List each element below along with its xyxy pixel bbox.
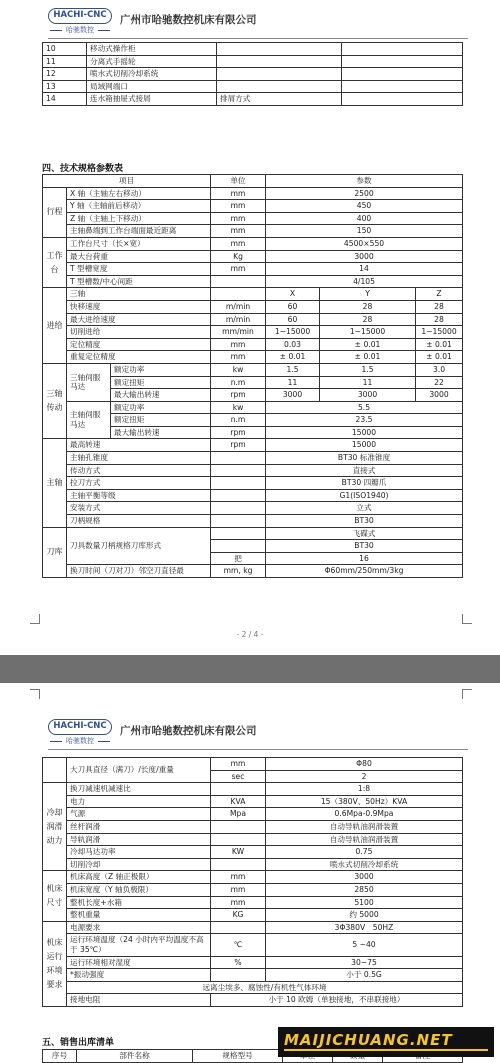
spec-value: 4/105 bbox=[266, 275, 463, 288]
spec-row bbox=[43, 896, 463, 909]
spec-row bbox=[43, 565, 463, 578]
row-number: 11 bbox=[43, 55, 87, 68]
spec-row bbox=[43, 846, 463, 859]
spec-row bbox=[43, 858, 463, 871]
spec-item: 额定扭矩 bbox=[111, 414, 211, 427]
spec-value: 2 bbox=[266, 770, 463, 783]
spec-item: 切削进给 bbox=[67, 326, 211, 339]
spec-item: 整机重量 bbox=[67, 909, 211, 922]
spec-row bbox=[43, 502, 463, 515]
spec-unit: rpm bbox=[211, 389, 266, 402]
column-header: 序号 bbox=[43, 1050, 77, 1063]
spec-row bbox=[43, 313, 463, 326]
group-label: 行程 bbox=[43, 187, 67, 237]
page-header bbox=[48, 719, 468, 749]
empty-cell bbox=[342, 43, 463, 56]
spec-value: 自动导轨油润滑装置 bbox=[266, 820, 463, 833]
spec-unit bbox=[211, 858, 266, 871]
spec-row bbox=[43, 515, 463, 528]
spec-row bbox=[43, 477, 463, 490]
spec-item: 主轴平衡等级 bbox=[67, 489, 211, 502]
spec-row bbox=[43, 795, 463, 808]
spec-value: BT30 四瓣爪 bbox=[266, 477, 463, 490]
spec-value-x: 60 bbox=[266, 300, 320, 313]
spec-value: 3000 bbox=[266, 871, 463, 884]
spec-unit: mm bbox=[211, 263, 266, 276]
spec-unit: mm bbox=[211, 225, 266, 238]
spec-item: 刀柄规格 bbox=[67, 515, 211, 528]
section-4-title: 四、技术规格参数表 bbox=[42, 164, 124, 174]
spec-value-y: 11 bbox=[320, 376, 416, 389]
spec-value: 飞碟式 bbox=[266, 527, 463, 540]
spec-value-z: 1~15000 bbox=[416, 326, 463, 339]
spec-item: Y 轴（主轴前后移动） bbox=[67, 200, 211, 213]
spec-unit bbox=[211, 921, 266, 934]
spec-value: 约 5000 bbox=[266, 909, 463, 922]
equipment-row bbox=[43, 80, 463, 93]
group-label bbox=[43, 758, 67, 783]
spec-item: 气源 bbox=[67, 808, 211, 821]
item-note: 排屑方式 bbox=[217, 93, 342, 106]
group-label: 进给 bbox=[43, 288, 67, 364]
spec-item: 拉刀方式 bbox=[67, 477, 211, 490]
spec-item: T 型槽宽度 bbox=[67, 263, 211, 276]
sub-group-label: 主轴伺服马达 bbox=[67, 401, 111, 439]
spec-value: 16 bbox=[266, 552, 463, 565]
spec-item: 运行环境相对湿度 bbox=[67, 956, 211, 969]
section-5-title: 五、销售出库清单 bbox=[42, 1038, 115, 1048]
crop-mark bbox=[462, 614, 472, 624]
spec-unit bbox=[211, 515, 266, 528]
spec-unit: rpm bbox=[211, 439, 266, 452]
item-note bbox=[217, 55, 342, 68]
group-label: 主轴 bbox=[43, 439, 67, 527]
spec-value: Φ60mm/250mm/3kg bbox=[266, 565, 463, 578]
spec-item: 换刀时间（刀对刀）邻空刀直径最 bbox=[67, 565, 211, 578]
spec-value: 直接式 bbox=[266, 464, 463, 477]
spec-value-x: 60 bbox=[266, 313, 320, 326]
spec-value: 1:8 bbox=[266, 783, 463, 796]
spec-row bbox=[43, 833, 463, 846]
spec-unit: mm/min bbox=[211, 326, 266, 339]
spec-unit: KW bbox=[211, 846, 266, 859]
spec-item: 电力 bbox=[67, 795, 211, 808]
spec-value-z: 3000 bbox=[416, 389, 463, 402]
spec-unit bbox=[211, 783, 266, 796]
row-number: 14 bbox=[43, 93, 87, 106]
spec-item: 刀具数量刀柄规格刀库形式 bbox=[67, 527, 211, 565]
spec-value: 小于 0.5G bbox=[266, 969, 463, 982]
company-logo: HACHI-CNC 哈驰数控 bbox=[48, 719, 112, 749]
item-name: 局域网端口 bbox=[87, 80, 217, 93]
spec-row bbox=[43, 909, 463, 922]
spec-value: 15（380V、50Hz）KVA bbox=[266, 795, 463, 808]
spec-value: 3000 bbox=[266, 250, 463, 263]
spec-item: 最高转速 bbox=[67, 439, 211, 452]
header-rule bbox=[48, 749, 468, 750]
spec-item: 额定功率 bbox=[111, 363, 211, 376]
spec-value-y: 28 bbox=[320, 300, 416, 313]
spec-item: 三轴 bbox=[67, 288, 211, 301]
spec-value: 0.75 bbox=[266, 846, 463, 859]
spec-item: *振动强度 bbox=[67, 969, 211, 982]
crop-mark bbox=[30, 614, 40, 624]
spec-value-z: 28 bbox=[416, 300, 463, 313]
spec-row bbox=[43, 263, 463, 276]
spec-value: G1(ISO1940) bbox=[266, 489, 463, 502]
spec-item: 主轴孔锥度 bbox=[67, 452, 211, 465]
spec-unit: % bbox=[211, 956, 266, 969]
spec-item: 最大输出转速 bbox=[111, 426, 211, 439]
spec-value: 15000 bbox=[266, 439, 463, 452]
spec-value: 5.5 bbox=[266, 401, 463, 414]
spec-row bbox=[43, 326, 463, 339]
spec-unit: KG bbox=[211, 909, 266, 922]
item-note bbox=[217, 68, 342, 81]
sub-group-label: 三轴伺服马达 bbox=[67, 363, 111, 401]
spec-unit: mm bbox=[211, 351, 266, 364]
spec-row bbox=[43, 489, 463, 502]
spec-row bbox=[43, 758, 463, 771]
row-number: 13 bbox=[43, 80, 87, 93]
spec-item: X 轴（主轴左右移动） bbox=[67, 187, 211, 200]
spec-unit: mm bbox=[211, 338, 266, 351]
spec-row bbox=[43, 237, 463, 250]
spec-unit: 把 bbox=[211, 552, 266, 565]
axis-label: Y bbox=[320, 288, 416, 301]
spec-value: BT30 bbox=[266, 515, 463, 528]
spec-row bbox=[43, 351, 463, 364]
spec-item: 冷却马达功率 bbox=[67, 846, 211, 859]
group-label: 刀库 bbox=[43, 527, 67, 577]
spec-item: 工作台尺寸（长×宽） bbox=[67, 237, 211, 250]
spec-item: 导轨润滑 bbox=[67, 833, 211, 846]
spec-value-y: 1~15000 bbox=[320, 326, 416, 339]
spec-item: 机床宽度（Y 轴负极限） bbox=[67, 883, 211, 896]
item-name: 连水箱抽屉式接屑 bbox=[87, 93, 217, 106]
spec-row bbox=[43, 871, 463, 884]
document-page-2 bbox=[0, 683, 500, 1063]
spec-unit bbox=[211, 275, 266, 288]
spec-value-z: 28 bbox=[416, 313, 463, 326]
spec-unit bbox=[211, 464, 266, 477]
spec-item: 快移速度 bbox=[67, 300, 211, 313]
spec-item: T 型槽数/中心间距 bbox=[67, 275, 211, 288]
spec-row bbox=[43, 439, 463, 452]
spec-unit bbox=[211, 833, 266, 846]
spec-row bbox=[43, 288, 463, 301]
item-name: 移动式操作柜 bbox=[87, 43, 217, 56]
header-rule bbox=[48, 38, 468, 39]
crop-mark bbox=[462, 689, 472, 699]
spec-table-continued bbox=[42, 757, 463, 1007]
spec-unit: mm bbox=[211, 871, 266, 884]
spec-row bbox=[43, 956, 463, 969]
spec-item: Z 轴（主轴上下移动） bbox=[67, 212, 211, 225]
spec-unit: mm, kg bbox=[211, 565, 266, 578]
spec-item: 大刀具直径（满刀）/长度/重量 bbox=[67, 758, 211, 783]
spec-row bbox=[43, 527, 463, 540]
group-label: 工作台 bbox=[43, 237, 67, 287]
spec-unit: m/min bbox=[211, 300, 266, 313]
equipment-row bbox=[43, 43, 463, 56]
spec-unit: Kg bbox=[211, 250, 266, 263]
spec-item: 定位精度 bbox=[67, 338, 211, 351]
spec-value: 15000 bbox=[266, 426, 463, 439]
spec-row bbox=[43, 464, 463, 477]
spec-value-x: 1.5 bbox=[266, 363, 320, 376]
spec-item: 接地电阻 bbox=[67, 994, 211, 1007]
spec-unit: KVA bbox=[211, 795, 266, 808]
spec-unit bbox=[211, 489, 266, 502]
spec-unit bbox=[211, 540, 266, 553]
spec-item: 主轴鼻端到工作台端面最近距离 bbox=[67, 225, 211, 238]
spec-item: 安装方式 bbox=[67, 502, 211, 515]
spec-row bbox=[43, 338, 463, 351]
spec-item: 最大进给速度 bbox=[67, 313, 211, 326]
spec-unit: mm bbox=[211, 883, 266, 896]
spec-item: 换刀减速机减速比 bbox=[67, 783, 211, 796]
spec-unit: kw bbox=[211, 401, 266, 414]
row-number: 12 bbox=[43, 68, 87, 81]
column-header: 单位 bbox=[211, 175, 266, 188]
company-name: 广州市哈驰数控机床有限公司 bbox=[120, 14, 257, 26]
spec-value: 0.6Mpa-0.9Mpa bbox=[266, 808, 463, 821]
environment-note: 远离尘埃多、腐蚀性/有机性气体环境 bbox=[67, 981, 463, 994]
spec-unit: Mpa bbox=[211, 808, 266, 821]
spec-row bbox=[43, 783, 463, 796]
spec-row bbox=[43, 883, 463, 896]
spec-value: 5 ~40 bbox=[266, 934, 463, 956]
spec-unit: n.m bbox=[211, 376, 266, 389]
spec-item: 传动方式 bbox=[67, 464, 211, 477]
item-note bbox=[217, 80, 342, 93]
item-note bbox=[217, 43, 342, 56]
spec-value: 23.5 bbox=[266, 414, 463, 427]
spec-value-y: ± 0.01 bbox=[320, 351, 416, 364]
page-number: - 2 / 4 - bbox=[236, 630, 264, 639]
spec-unit: mm bbox=[211, 200, 266, 213]
spec-unit bbox=[211, 452, 266, 465]
crop-mark bbox=[30, 689, 40, 699]
spec-value: 2500 bbox=[266, 187, 463, 200]
group-label: 机床尺寸 bbox=[43, 871, 67, 921]
spec-item: 切削冷却 bbox=[67, 858, 211, 871]
spec-value-y: 3000 bbox=[320, 389, 416, 402]
spec-value: 2850 bbox=[266, 883, 463, 896]
company-logo: HACHI-CNC 哈驰数控 bbox=[48, 8, 112, 38]
group-label: 机床运行环境要求 bbox=[43, 921, 67, 1006]
empty-cell bbox=[342, 80, 463, 93]
spec-value-y: 28 bbox=[320, 313, 416, 326]
spec-row bbox=[43, 934, 463, 956]
spec-value: 150 bbox=[266, 225, 463, 238]
spec-row bbox=[43, 981, 463, 994]
spec-value-x: 0.03 bbox=[266, 338, 320, 351]
spec-value: Φ80 bbox=[266, 758, 463, 771]
spec-item: 最大台荷重 bbox=[67, 250, 211, 263]
spec-unit: m/min bbox=[211, 313, 266, 326]
spec-row bbox=[43, 401, 463, 414]
equipment-list-table bbox=[42, 42, 463, 106]
spec-unit: mm bbox=[211, 187, 266, 200]
spec-row bbox=[43, 921, 463, 934]
spec-item: 额定功率 bbox=[111, 401, 211, 414]
spec-value: 3Φ380V 50HZ bbox=[266, 921, 463, 934]
column-header: 规格型号 bbox=[193, 1050, 283, 1063]
spec-unit bbox=[211, 288, 266, 301]
spec-row bbox=[43, 452, 463, 465]
spec-row bbox=[43, 820, 463, 833]
spec-item: 机床高度（Z 轴正极限） bbox=[67, 871, 211, 884]
spec-item: 丝杆润滑 bbox=[67, 820, 211, 833]
spec-value: 400 bbox=[266, 212, 463, 225]
spec-unit: rpm bbox=[211, 426, 266, 439]
spec-value-x: 1~15000 bbox=[266, 326, 320, 339]
spec-unit: n.m bbox=[211, 414, 266, 427]
spec-value-y: ± 0.01 bbox=[320, 338, 416, 351]
item-name: 分离式手摇轮 bbox=[87, 55, 217, 68]
spec-value: 立式 bbox=[266, 502, 463, 515]
group-label: 冷却润滑动力 bbox=[43, 783, 67, 871]
spec-value-z: ± 0.01 bbox=[416, 351, 463, 364]
spec-unit: mm bbox=[211, 896, 266, 909]
spec-value: BT30 标准锥度 bbox=[266, 452, 463, 465]
spec-unit: ℃ bbox=[211, 934, 266, 956]
spec-value-z: 22 bbox=[416, 376, 463, 389]
spec-unit bbox=[211, 820, 266, 833]
spec-value: 5100 bbox=[266, 896, 463, 909]
spec-unit bbox=[211, 527, 266, 540]
spec-row bbox=[43, 363, 463, 376]
spec-value-z: ± 0.01 bbox=[416, 338, 463, 351]
page-gap bbox=[0, 655, 500, 683]
item-name: 喷水式切削冷却系统 bbox=[87, 68, 217, 81]
site-watermark: MAIJICHUANG.NET bbox=[278, 1027, 494, 1057]
spec-value-x: 3000 bbox=[266, 389, 320, 402]
spec-value: 450 bbox=[266, 200, 463, 213]
row-number: 10 bbox=[43, 43, 87, 56]
spec-unit bbox=[211, 477, 266, 490]
spec-row bbox=[43, 187, 463, 200]
spec-item: 电源要求 bbox=[67, 921, 211, 934]
empty-cell bbox=[342, 93, 463, 106]
axis-label: X bbox=[266, 288, 320, 301]
spec-value-z: 3.0 bbox=[416, 363, 463, 376]
equipment-row bbox=[43, 93, 463, 106]
empty-cell bbox=[342, 68, 463, 81]
spec-unit: mm bbox=[211, 212, 266, 225]
spec-value: 喷水式切削冷却系统 bbox=[266, 858, 463, 871]
spec-row bbox=[43, 300, 463, 313]
spec-value: 14 bbox=[266, 263, 463, 276]
spec-unit bbox=[211, 969, 266, 982]
spec-value: BT30 bbox=[266, 540, 463, 553]
spec-item: 重复定位精度 bbox=[67, 351, 211, 364]
spec-value-y: 1.5 bbox=[320, 363, 416, 376]
column-header: 部件名称 bbox=[77, 1050, 193, 1063]
spec-row bbox=[43, 225, 463, 238]
spec-value: 4500×550 bbox=[266, 237, 463, 250]
spec-row bbox=[43, 200, 463, 213]
spec-value-x: ± 0.01 bbox=[266, 351, 320, 364]
spec-value: 小于 10 欧姆（单独接地，不串联接地） bbox=[211, 994, 463, 1007]
spec-unit bbox=[211, 502, 266, 515]
spec-unit: kw bbox=[211, 363, 266, 376]
equipment-row bbox=[43, 68, 463, 81]
spec-value: 30~75 bbox=[266, 956, 463, 969]
equipment-row bbox=[43, 55, 463, 68]
spec-row bbox=[43, 212, 463, 225]
spec-item: 运行环境温度（24 小时内平均温度不高于 35℃） bbox=[67, 934, 211, 956]
spec-row bbox=[43, 994, 463, 1007]
spec-unit: sec bbox=[211, 770, 266, 783]
group-label: 三轴传动 bbox=[43, 363, 67, 439]
spec-table bbox=[42, 174, 463, 578]
empty-cell bbox=[342, 55, 463, 68]
spec-row bbox=[43, 808, 463, 821]
spec-row bbox=[43, 275, 463, 288]
spec-header-row bbox=[43, 175, 463, 188]
axis-label: Z bbox=[416, 288, 463, 301]
spec-item: 额定扭矩 bbox=[111, 376, 211, 389]
page-header bbox=[48, 8, 468, 38]
spec-row bbox=[43, 250, 463, 263]
company-name: 广州市哈驰数控机床有限公司 bbox=[120, 725, 257, 737]
spec-unit: mm bbox=[211, 237, 266, 250]
column-header: 参数 bbox=[266, 175, 463, 188]
spec-unit: mm bbox=[211, 758, 266, 771]
spec-value: 自动导轨油润滑装置 bbox=[266, 833, 463, 846]
spec-value-x: 11 bbox=[266, 376, 320, 389]
spec-row bbox=[43, 969, 463, 982]
column-header: 项目 bbox=[43, 175, 211, 188]
spec-item: 最大输出转速 bbox=[111, 389, 211, 402]
spec-item: 整机长度+水箱 bbox=[67, 896, 211, 909]
